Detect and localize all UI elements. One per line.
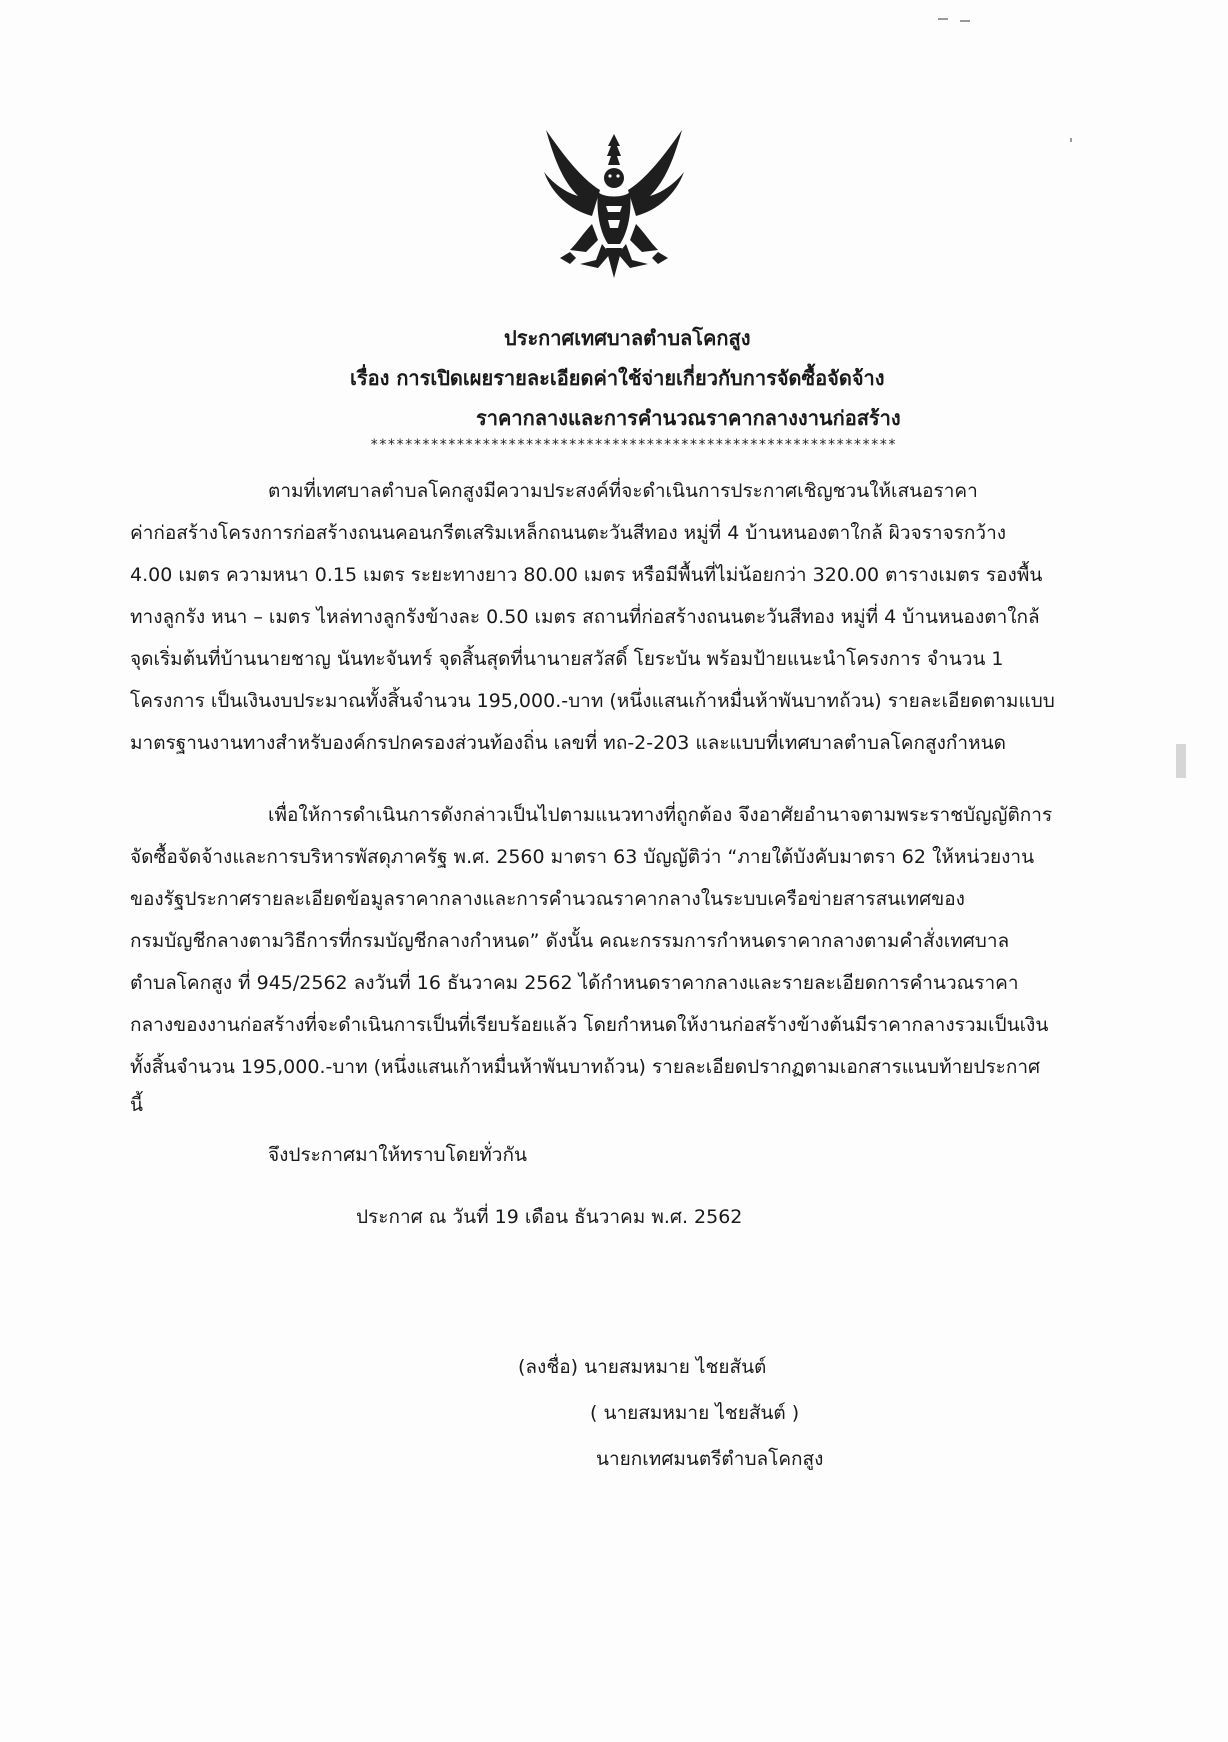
signature-name: ( นายสมหมาย ไชยสันต์ ) bbox=[590, 1402, 800, 1424]
announcement-title: ประกาศเทศบาลตำบลโคกสูง bbox=[504, 326, 751, 350]
signature-position: นายกเทศมนตรีตำบลโคกสูง bbox=[596, 1448, 824, 1470]
paragraph2-line: ตำบลโคกสูง ที่ 945/2562 ลงวันที่ 16 ธันวาคม 2562 ได้กำหนดราคากลางและรายละเอียดการคำนวณราคา bbox=[130, 972, 1019, 994]
announcement-subject: เรื่อง การเปิดเผยรายละเอียดค่าใช้จ่ายเกี่ยวกับการจัดซื้อจัดจ้าง bbox=[350, 366, 885, 390]
paragraph2-line: เพื่อให้การดำเนินการดังกล่าวเป็นไปตามแนวทางที่ถูกต้อง จึงอาศัยอำนาจตามพระราชบัญญัติการ bbox=[268, 804, 1053, 826]
paragraph2-line: จัดซื้อจัดจ้างและการบริหารพัสดุภาครัฐ พ.ศ. 2560 มาตรา 63 บัญญัติว่า “ภายใต้บังคับมาตรา 62 ให้หน่วยงาน bbox=[130, 846, 1035, 868]
scan-mark bbox=[1176, 744, 1186, 778]
separator-line: ************************************************************* bbox=[370, 437, 897, 453]
paragraph2-line: กลางของงานก่อสร้างที่จะดำเนินการเป็นที่เรียบร้อยแล้ว โดยกำหนดให้งานก่อสร้างข้างต้นมีราคากลางรวมเป็นเงิน bbox=[130, 1014, 1049, 1036]
paragraph1-line: 4.00 เมตร ความหนา 0.15 เมตร ระยะทางยาว 80.00 เมตร หรือมีพื้นที่ไม่น้อยกว่า 320.00 ตารางเมตร รองพื้น bbox=[130, 564, 1043, 586]
paragraph1-line: โครงการ เป็นเงินงบประมาณทั้งสิ้นจำนวน 195,000.-บาท (หนึ่งแสนเก้าหมื่นห้าพันบาทถ้วน) รายละเอียดตามแบบ bbox=[130, 690, 1055, 712]
signature-signed: (ลงชื่อ) นายสมหมาย ไชยสันต์ bbox=[518, 1356, 767, 1378]
paragraph1-line: มาตรฐานงานทางสำหรับองค์กรปกครองส่วนท้องถิ่น เลขที่ ทถ-2-203 และแบบที่เทศบาลตำบลโคกสูงกำหนด bbox=[130, 732, 1006, 754]
paragraph2-line: กรมบัญชีกลางตามวิธีการที่กรมบัญชีกลางกำหนด” ดังนั้น คณะกรรมการกำหนดราคากลางตามคำสั่งเทศบาล bbox=[130, 930, 1010, 952]
paragraph1-line: ค่าก่อสร้างโครงการก่อสร้างถนนคอนกรีตเสริมเหล็กถนนตะวันสีทอง หมู่ที่ 4 บ้านหนองตาใกล้ ผิวจราจรกว้าง bbox=[130, 522, 1007, 544]
paragraph2-line: ทั้งสิ้นจำนวน 195,000.-บาท (หนึ่งแสนเก้าหมื่นห้าพันบาทถ้วน) รายละเอียดปรากฏตามเอกสารแนบท้ายประกาศ bbox=[130, 1056, 1041, 1078]
paragraph1-line: จุดเริ่มต้นที่บ้านนายชาญ นันทะจันทร์ จุดสิ้นสุดที่นานายสวัสดิ์ โยระบัน พร้อมป้ายแนะนำโครงการ จำนวน 1 bbox=[130, 648, 1004, 670]
paragraph2-line: นี้ bbox=[130, 1094, 143, 1116]
announcement-subject-continued: ราคากลางและการคำนวณราคากลางงานก่อสร้าง bbox=[476, 406, 901, 430]
closing-statement: จึงประกาศมาให้ทราบโดยทั่วกัน bbox=[268, 1144, 527, 1166]
scan-mark bbox=[938, 18, 948, 20]
paragraph1-line: ทางลูกรัง หนา – เมตร ไหล่ทางลูกรังข้างละ 0.50 เมตร สถานที่ก่อสร้างถนนตะวันสีทอง หมู่ที่ 4 บ้านหนองตาใกล้ bbox=[130, 606, 1040, 628]
garuda-emblem-icon bbox=[540, 128, 688, 278]
scan-mark bbox=[1070, 138, 1072, 142]
paragraph1-line: ตามที่เทศบาลตำบลโคกสูงมีความประสงค์ที่จะดำเนินการประกาศเชิญชวนให้เสนอราคา bbox=[268, 480, 978, 502]
announcement-date: ประกาศ ณ วันที่ 19 เดือน ธันวาคม พ.ศ. 2562 bbox=[356, 1206, 743, 1228]
scan-mark bbox=[960, 20, 970, 22]
paragraph2-line: ของรัฐประกาศรายละเอียดข้อมูลราคากลางและการคำนวณราคากลางในระบบเครือข่ายสารสนเทศของ bbox=[130, 888, 965, 910]
